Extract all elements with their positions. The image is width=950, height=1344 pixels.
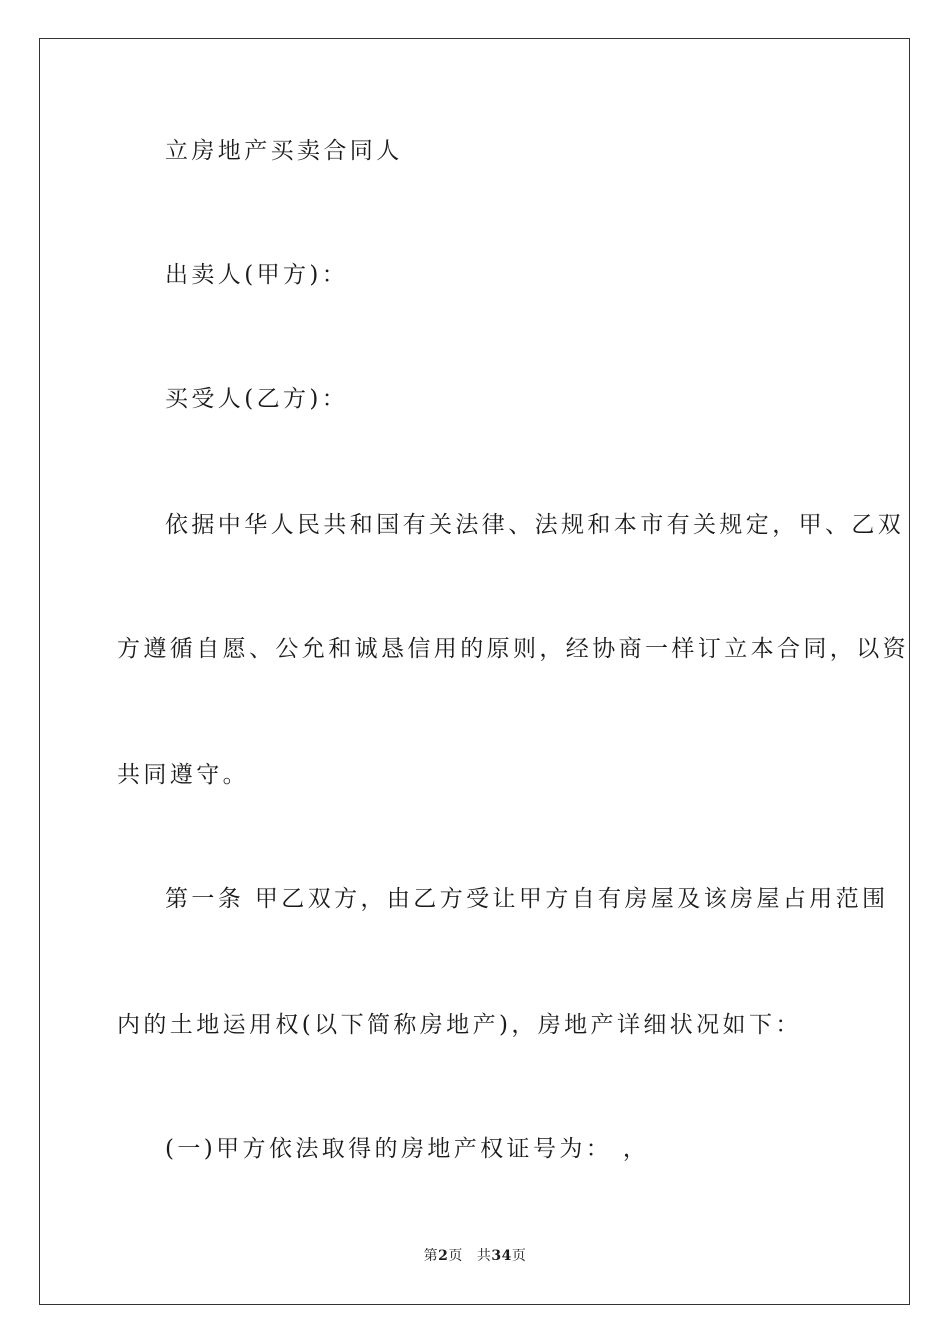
- preamble-line-2: 方遵循自愿、公允和诚恳信用的原则，经协商一样订立本合同，以资: [117, 636, 909, 662]
- total-suffix: 页: [511, 1248, 527, 1264]
- page-suffix: 页: [448, 1248, 463, 1264]
- seller-line: 出卖人(甲方)：: [165, 262, 349, 288]
- article-1-line-1: 第一条 甲乙双方，由乙方受让甲方自有房屋及该房屋占用范围: [165, 886, 889, 912]
- page-footer: [0, 1246, 950, 1266]
- page-prefix: 第: [423, 1248, 439, 1264]
- page-border: [39, 38, 910, 1305]
- total-prefix: 共: [476, 1248, 492, 1264]
- buyer-line: 买受人(乙方)：: [165, 386, 349, 412]
- clause-1-line: (一)甲方依法取得的房地产权证号为： ，: [165, 1136, 650, 1162]
- page-number: 2: [438, 1248, 449, 1264]
- preamble-line-3: 共同遵守。: [117, 762, 249, 788]
- contract-title-line: 立房地产买卖合同人: [165, 138, 403, 164]
- article-1-line-2: 内的土地运用权(以下简称房地产)，房地产详细状况如下：: [117, 1012, 802, 1038]
- total-pages: 34: [491, 1248, 512, 1264]
- preamble-line-1: 依据中华人民共和国有关法律、法规和本市有关规定，甲、乙双: [165, 512, 905, 538]
